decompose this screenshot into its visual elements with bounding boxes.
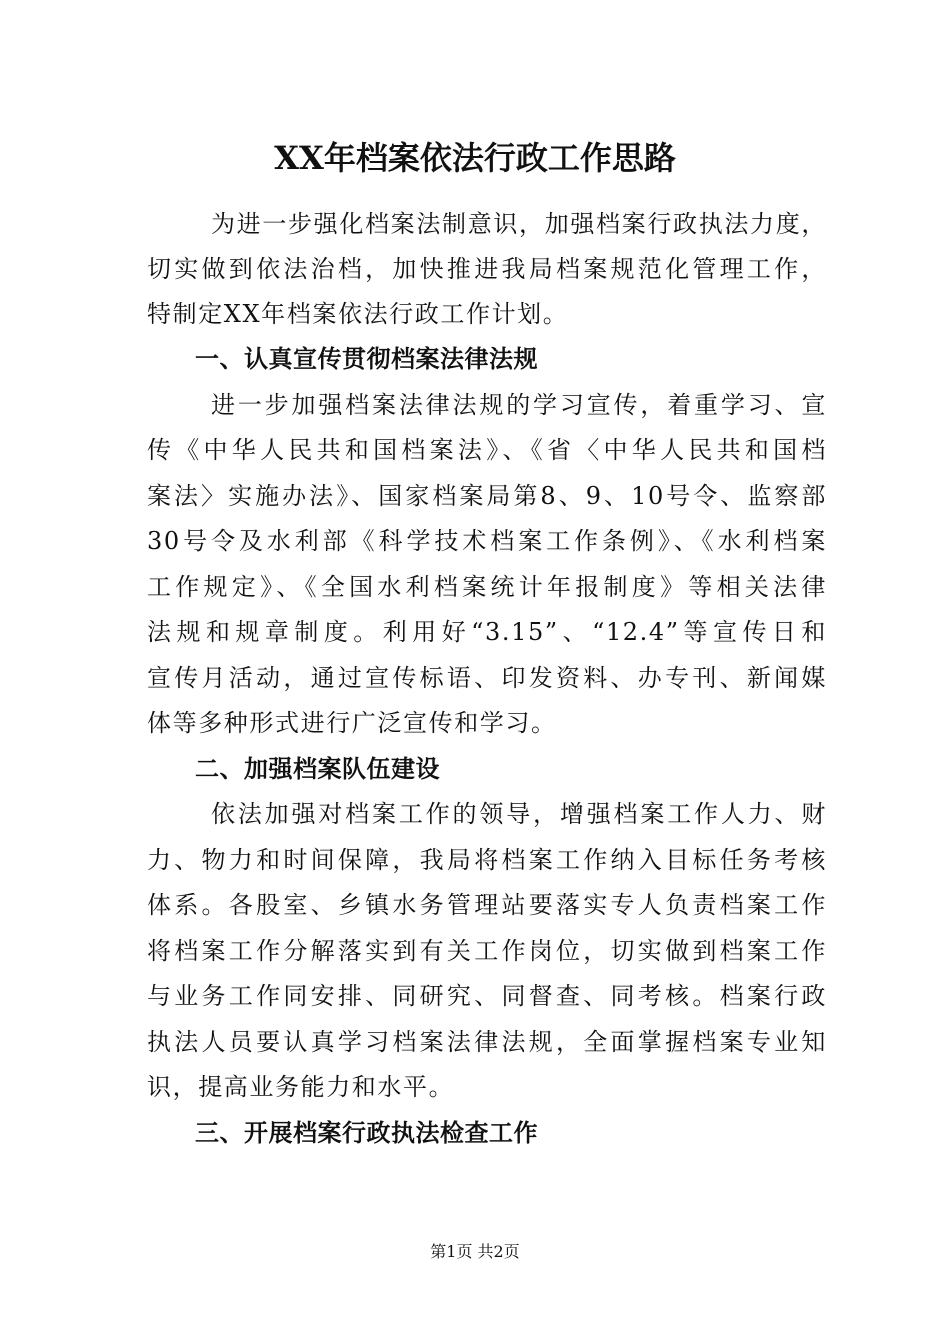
section-2-line-5: 与业务工作同安排、同研究、同督查、同考核。档案行政 [147, 982, 827, 1010]
section-1-line-3: 案法〉实施办法》、国家档案局第8、9、10号令、监察部 [147, 482, 827, 510]
section-1-line-4: 30号令及水利部《科学技术档案工作条例》、《水利档案 [147, 527, 827, 555]
section-heading-2: 二、加强档案队伍建设 [195, 755, 440, 783]
section-2-line-2: 力、物力和时间保障，我局将档案工作纳入目标任务考核 [147, 846, 827, 874]
section-1-line-8: 体等多种形式进行广泛宣传和学习。 [147, 709, 557, 737]
section-2-line-3: 体系。各股室、乡镇水务管理站要落实专人负责档案工作 [147, 891, 827, 919]
intro-line-3: 特制定XX年档案依法行政工作计划。 [147, 300, 569, 328]
section-2-line-4: 将档案工作分解落实到有关工作岗位，切实做到档案工作 [147, 937, 827, 965]
section-2-line-1: 依法加强对档案工作的领导，增强档案工作人力、财 [211, 800, 827, 828]
section-1-line-7: 宣传月活动，通过宣传标语、印发资料、办专刊、新闻媒 [147, 664, 827, 692]
section-2-line-7: 识，提高业务能力和水平。 [147, 1073, 455, 1101]
section-heading-1: 一、认真宣传贯彻档案法律法规 [195, 345, 538, 373]
section-1-line-2: 传《中华人民共和国档案法》、《省〈中华人民共和国档 [147, 436, 827, 464]
intro-line-2: 切实做到依法治档，加快推进我局档案规范化管理工作， [147, 255, 827, 283]
section-1-line-1: 进一步加强档案法律法规的学习宣传，着重学习、宣 [211, 391, 827, 419]
section-1-line-6: 法规和规章制度。利用好“3.15”、“12.4”等宣传日和 [147, 618, 827, 646]
intro-line-1: 为进一步强化档案法制意识，加强档案行政执法力度， [211, 210, 827, 238]
section-heading-3: 三、开展档案行政执法检查工作 [195, 1119, 538, 1147]
section-2-line-6: 执法人员要认真学习档案法律法规，全面掌握档案专业知 [147, 1028, 827, 1056]
document-title: XX年档案依法行政工作思路 [274, 139, 676, 177]
page-number-footer: 第1页 共2页 [430, 1242, 520, 1261]
section-1-line-5: 工作规定》、《全国水利档案统计年报制度》等相关法律 [147, 573, 827, 601]
